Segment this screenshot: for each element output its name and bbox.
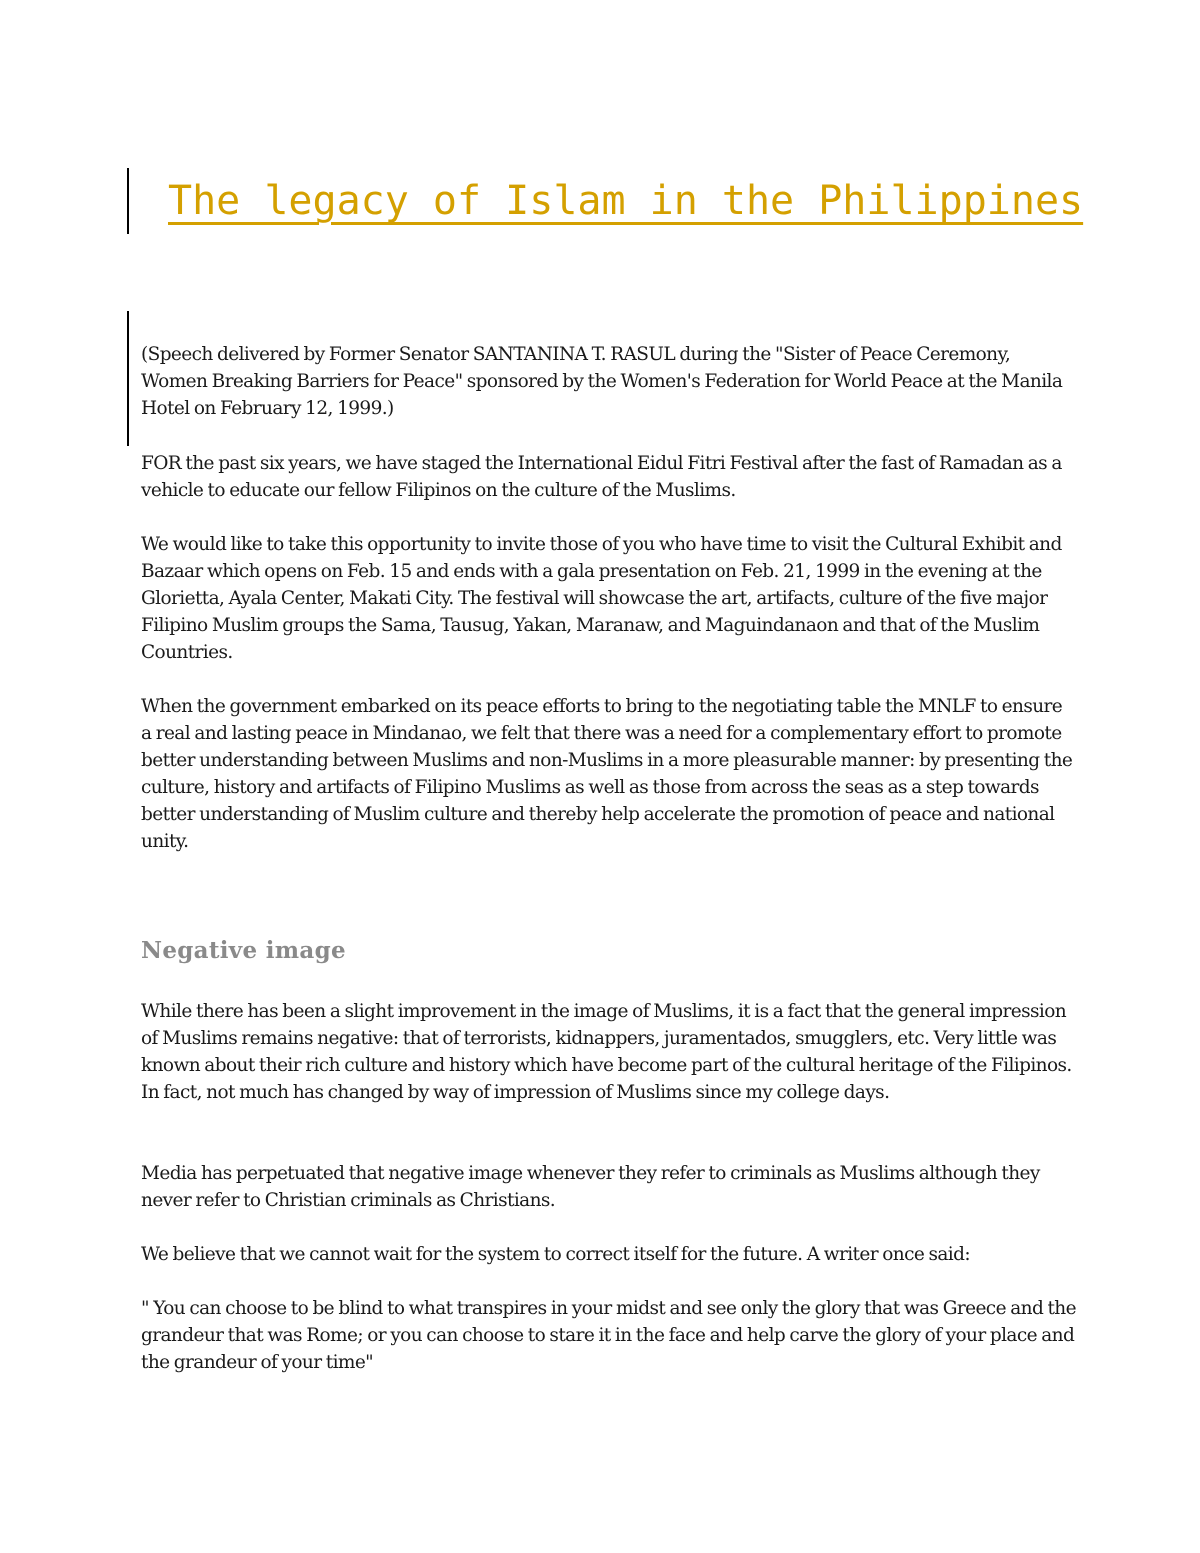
paragraph: We would like to take this opportunity to invite those of you who have time to visit the Cultural Exhibit and Bazaar which opens on Feb. 15 and ends with a gala presentation on Feb. 21, 1999 in the evening at the Glorietta, Ayala Center, Makati City. The festival will showcase the art, artifacts, culture of the five major Filipino Muslim groups the Sama, Tausug, Yakan, Maranaw, and Maguindanaon and that of the Muslim Countries. xyxy=(141,534,1062,663)
section-heading: Negative image xyxy=(141,937,346,964)
paragraph: While there has been a slight improvement in the image of Muslims, it is a fact that the general impression of Muslims remains negative: that of terrorists, kidnappers, juramentados, smugglers, etc. Very little was known about their rich culture and history which have become part of the cultural heritage of the Filipinos. In fact, not much has changed by way of impression of Muslims since my college days. xyxy=(141,1001,1072,1103)
paragraph: We believe that we cannot wait for the system to correct itself for the future. A writer once said: xyxy=(141,1244,971,1265)
revision-bar xyxy=(127,168,129,234)
paragraph: FOR the past six years, we have staged the International Eidul Fitri Festival after the fast of Ramadan as a vehicle to educate our fellow Filipinos on the culture of the Muslims. xyxy=(141,453,1062,501)
document-title: The legacy of Islam in the Philippines xyxy=(168,178,1084,224)
paragraph: When the government embarked on its peace efforts to bring to the negotiating table the MNLF to ensure a real and lasting peace in Mindanao, we felt that there was a need for a complementary effort to promote better understanding between Muslims and non-Muslims in a more pleasurable manner: by presenting the culture, history and artifacts of Filipino Muslims as well as those from across the seas as a step towards better understanding of Muslim culture and thereby help accelerate the promotion of peace and national unity. xyxy=(141,696,1073,852)
revision-bar xyxy=(127,311,129,446)
paragraph: Media has perpetuated that negative image whenever they refer to criminals as Muslims although they never refer to Christian criminals as Christians. xyxy=(141,1163,1040,1211)
quote-paragraph: " You can choose to be blind to what transpires in your midst and see only the glory that was Greece and the grandeur that was Rome; or you can choose to stare it in the face and help carve the glory of your place and the grandeur of your time" xyxy=(141,1298,1076,1373)
intro-note: (Speech delivered by Former Senator SANTANINA T. RASUL during the "Sister of Peace Ceremony, Women Breaking Barriers for Peace" sponsored by the Women's Federation for World Peace at the Manila Hotel on February 12, 1999.) xyxy=(141,344,1063,419)
